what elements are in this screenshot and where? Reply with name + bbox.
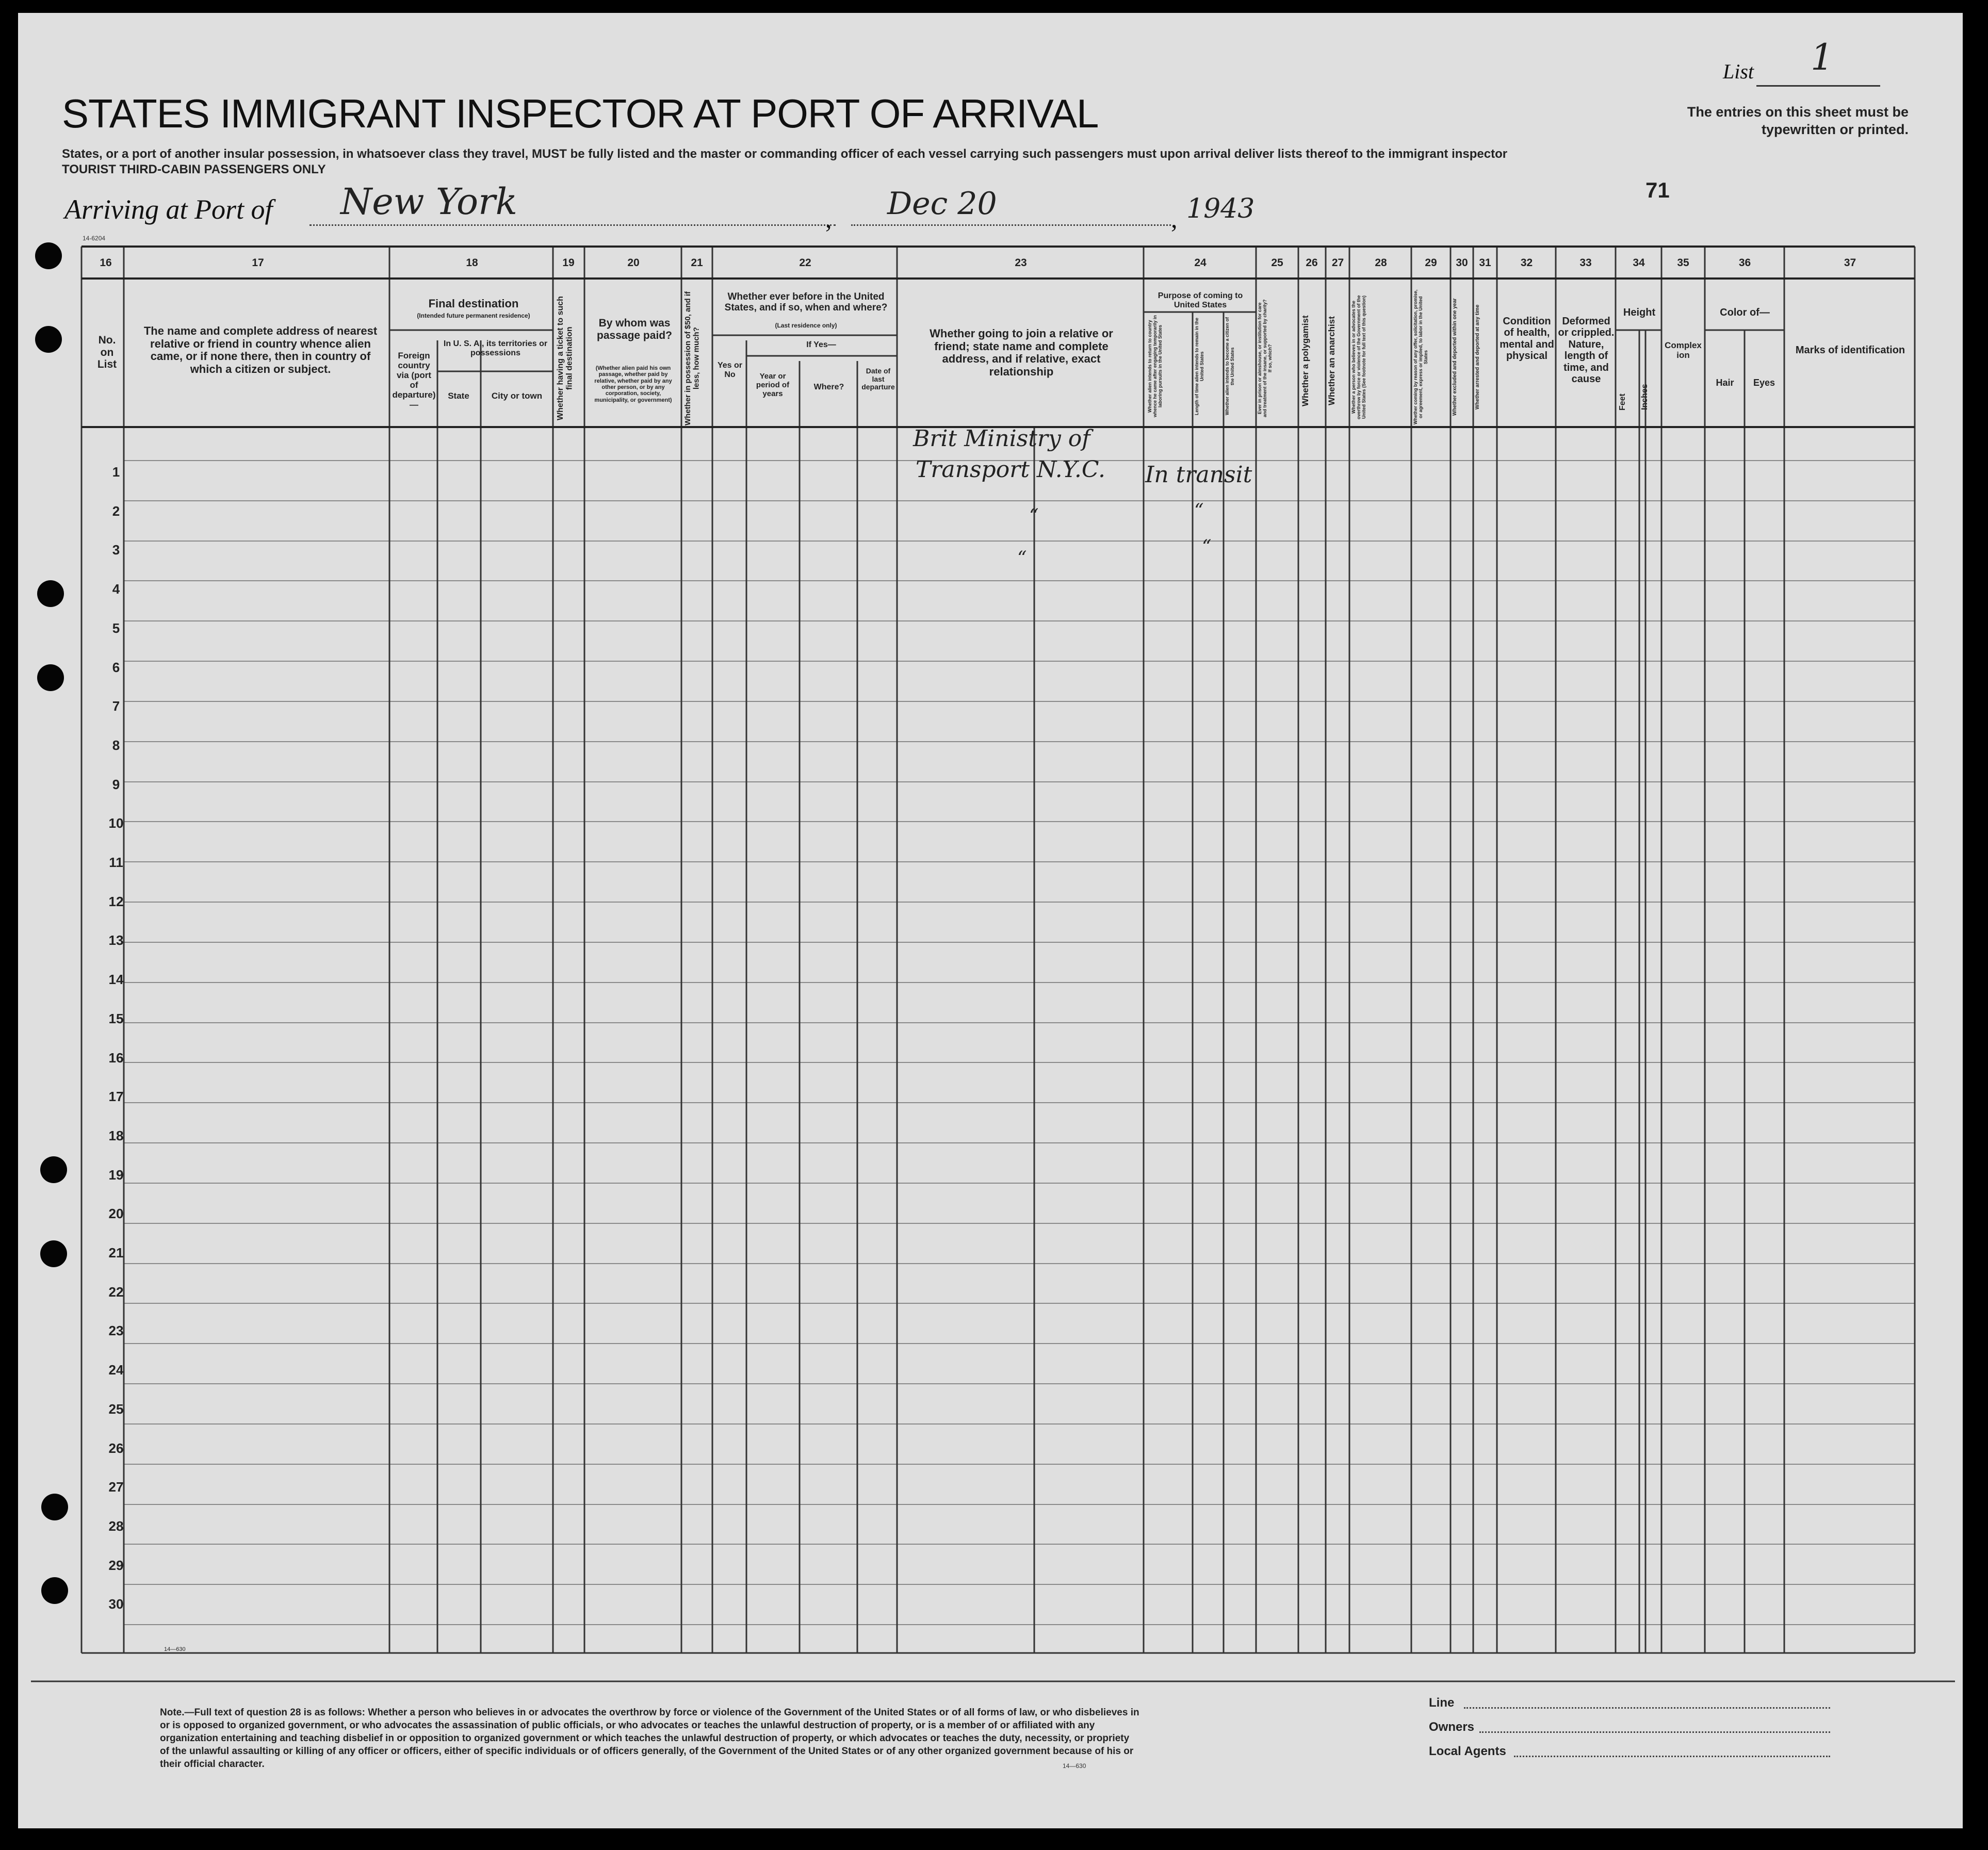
col-num-21: 21 (691, 257, 703, 269)
col-num-24: 24 (1194, 257, 1207, 269)
col-num-16: 16 (100, 257, 112, 269)
col-num-19: 19 (562, 257, 575, 269)
col-29-header: Whether coming by reason of any offer, solicitation, promise, or agreement, express or implied, to labor in the United States (1413, 289, 1428, 425)
row-number: 29 (108, 1558, 124, 1573)
col-num-31: 31 (1479, 257, 1491, 269)
line-label: Line (1429, 1696, 1455, 1710)
col-25-header: Ever in prison or almshouse, or institution for care and treatment of the insane, or supported by charity? If so, which? (1257, 299, 1273, 418)
col-num-35: 35 (1677, 257, 1689, 269)
row-number: 9 (112, 777, 120, 792)
col-32-header: Condition of health, mental and physical (1500, 316, 1554, 362)
row-number: 10 (108, 815, 124, 831)
col-24-header: Purpose of coming to United States (1158, 291, 1243, 309)
col-33-header: Deformed or crippled. Nature, length of time, and cause (1558, 316, 1615, 385)
col-num-32: 32 (1520, 257, 1533, 269)
footnote-code: 14—630 (1063, 1762, 1086, 1770)
row-number: 17 (108, 1089, 124, 1104)
page-title: STATES IMMIGRANT INSPECTOR AT PORT OF ARRIVAL (62, 91, 1099, 136)
col-18-state: State (448, 391, 469, 401)
col-num-36: 36 (1738, 257, 1751, 269)
owners-field[interactable] (1479, 1731, 1830, 1733)
row-number: 5 (112, 620, 120, 636)
port-field[interactable]: New York (340, 181, 517, 223)
col-num-26: 26 (1306, 257, 1318, 269)
row-number: 12 (108, 894, 124, 909)
col-22-yesno: Yes or No (717, 361, 743, 379)
row-number: 4 (112, 581, 120, 597)
row-number: 18 (108, 1128, 124, 1143)
col-22-where: Where? (813, 383, 844, 391)
col-36-hair: Hair (1716, 378, 1734, 388)
row-number: 28 (108, 1518, 124, 1534)
col-num-22: 22 (799, 257, 811, 269)
col-34-inches: Inches (1640, 384, 1649, 411)
row-number: 11 (109, 855, 123, 870)
row-number: 26 (108, 1440, 124, 1456)
col-31-header: Whether arrested and deported at any time (1475, 304, 1480, 410)
line-field[interactable] (1464, 1707, 1830, 1709)
form-code: 14-6204 (83, 235, 106, 242)
col-36-eyes: Eyes (1753, 378, 1775, 388)
col-num-18: 18 (466, 257, 478, 269)
row-number: 19 (108, 1167, 124, 1183)
col-34-header: Height (1623, 307, 1656, 318)
col-23-header: Whether going to join a relative or friend; state name and complete address, and if relative, exact relationship (930, 327, 1113, 378)
col-20-subheader: (Whether alien paid his own passage, whether paid by relative, whether paid by any other person, or by any corporation, society, municipality, or government) (594, 365, 672, 403)
subtitle-line1: States, or a port of another insular possession, in whatsoever class they travel, MUST be fully listed and the master or commanding officer of each vessel carrying such passengers must upon arrival deliver lists thereof to the immigrant inspector (62, 147, 1508, 161)
col-28-header: Whether a person who believes in or advocates the overthrow by force or violence of the Government of the United States (See footnote for full text of this question) (1351, 295, 1366, 419)
year-field[interactable]: 1943 (1186, 193, 1255, 224)
col-num-33: 33 (1579, 257, 1592, 269)
col-26-header: Whether a polygamist (1300, 315, 1310, 407)
local-agents-field[interactable] (1514, 1756, 1830, 1757)
col-num-28: 28 (1375, 257, 1387, 269)
row3-purpose[interactable]: “ (1202, 536, 1212, 558)
row-number: 24 (108, 1362, 124, 1378)
subtitle-line2: TOURIST THIRD-CABIN PASSENGERS ONLY (62, 162, 326, 176)
row-number: 20 (108, 1206, 124, 1221)
col-37-header: Marks of identification (1795, 345, 1905, 356)
col-24b-header: Length of time alien intends to remain in the United States (1194, 317, 1204, 415)
col-18-usa: In U. S. A., its territories or possessions (443, 339, 548, 357)
row-number: 27 (108, 1479, 124, 1495)
row-number: 13 (108, 932, 124, 948)
col-22-date: Date of last departure (861, 367, 895, 391)
list-number: 1 (1811, 36, 1834, 78)
col-num-34: 34 (1633, 257, 1645, 269)
footnote: Note.—Full text of question 28 is as follows: Whether a person who believes in or advocates the overthrow by force or violence of the Government of the United States or of all forms of law, or who disbelieves in or is opposed to organized government, or who advocates the assassination of public officials, or who advocates or teaches the unlawful destruction of property, or is a member of or affiliated with any organization entertaining and teaching disbelief in or opposition to organized government or which teaches the unlawful destruction of property, or which advocates or teaches the duty, necessity, or propriety of the unlawful assaulting or killing of any officer or officers, either of specific individuals or of officers generally, of the Government of the United States or of any other organized government because of his or their official character. (160, 1707, 1139, 1770)
row2-purpose[interactable]: “ (1194, 500, 1204, 521)
col-num-20: 20 (627, 257, 640, 269)
col-num-23: 23 (1015, 257, 1027, 269)
row-number: 2 (112, 503, 120, 519)
owners-label: Owners (1429, 1720, 1475, 1734)
col-num-17: 17 (252, 257, 264, 269)
local-agents-label: Local Agents (1429, 1744, 1506, 1758)
row-number: 30 (108, 1596, 124, 1612)
col-27-header: Whether an anarchist (1327, 316, 1337, 406)
col-num-30: 30 (1456, 257, 1468, 269)
arriving-label: Arriving at Port of (64, 194, 273, 225)
col-22-years: Year or period of years (756, 372, 790, 398)
col-num-25: 25 (1271, 257, 1283, 269)
col-36-header: Color of— (1720, 307, 1770, 318)
row-number: 3 (112, 542, 120, 558)
col-30-header: Whether excluded and deported within one year (1452, 298, 1458, 416)
col-18-header: Final destination (428, 297, 519, 310)
col-20-header: By whom was passage paid? (597, 317, 672, 341)
col-18-subheader: (Intended future permanent residence) (417, 312, 530, 319)
comma: , (1171, 204, 1178, 233)
col-num-27: 27 (1331, 257, 1344, 269)
row-number: 25 (108, 1401, 124, 1417)
typewritten-note: The entries on this sheet must be typewritten or printed. (1687, 104, 1909, 137)
col-24c-header: Whether alien intends to become a citizen of the United States (1225, 317, 1235, 416)
row-number: 7 (112, 698, 120, 714)
row-number: 15 (108, 1011, 124, 1026)
date-field[interactable]: Dec 20 (887, 186, 997, 222)
row-number: 8 (112, 738, 120, 753)
row3-relative[interactable]: “ (1017, 548, 1027, 569)
row-number: 14 (108, 972, 124, 987)
col-19-header: Whether having a ticket to such final destination (556, 296, 574, 421)
comma: , (825, 204, 832, 233)
col-num-29: 29 (1425, 257, 1437, 269)
col-22-header: Whether ever before in the United States, and if so, when and where? (724, 291, 888, 314)
col-18-city: City or town (491, 391, 543, 401)
list-label: List (1723, 60, 1754, 83)
col-35-header: Complexion (1665, 340, 1702, 361)
row1-relative-line2[interactable]: Transport N.Y.C. (916, 456, 1106, 483)
row-number: 21 (108, 1245, 124, 1260)
row-number: 1 (112, 464, 120, 480)
col-num-37: 37 (1844, 257, 1856, 269)
row1-purpose[interactable]: In transit (1145, 462, 1252, 488)
col-17-header: The name and complete address of nearest relative or friend in country whence alien came, or if none there, then in country of which a citizen or subject. (143, 324, 378, 375)
col-21-header: Whether in possession of $50, and if less, how much? (683, 291, 701, 426)
row-number: 23 (108, 1323, 124, 1338)
col-18-foreign: Foreign country via (port of departure)— (392, 351, 436, 410)
col-22-subheader: (Last residence only) (775, 322, 837, 329)
sheet-stamp: 71 (1645, 178, 1670, 202)
table-code: 14—630 (164, 1646, 186, 1652)
col-24a-header: Whether alien intends to return to country whence he came after engaging temporarily in laboring pursuits in the United States (1147, 315, 1163, 418)
row-number: 16 (108, 1050, 124, 1066)
col-34-feet: Feet (1618, 394, 1627, 411)
row-number: 22 (108, 1284, 124, 1300)
row1-relative-line1[interactable]: Brit Ministry of (913, 425, 1090, 452)
row2-relative[interactable]: “ (1029, 505, 1039, 527)
col-22-ifyes: If Yes— (806, 340, 836, 349)
row-number: 6 (112, 660, 120, 675)
col-16-header: No. on List (97, 334, 117, 371)
